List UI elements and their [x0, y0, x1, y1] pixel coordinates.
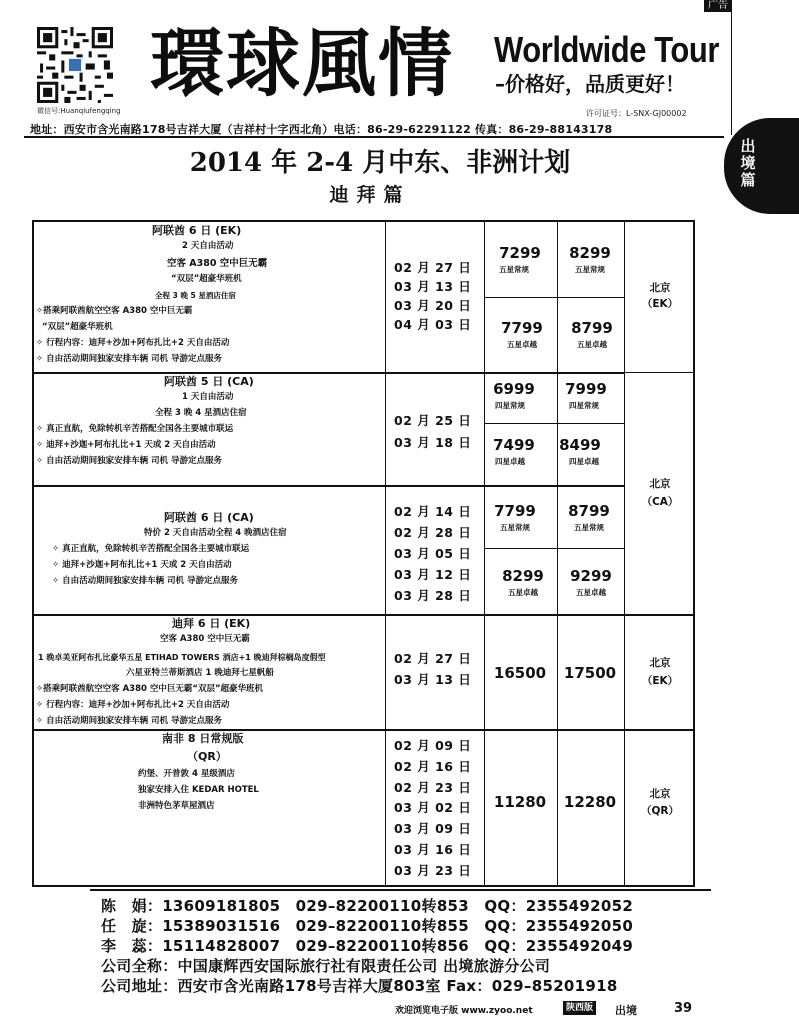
- ad-tag: 广告: [704, 0, 732, 12]
- brand-english: Worldwide Tour: [494, 29, 720, 70]
- price-tier: 五星卓越: [508, 588, 538, 597]
- tour-bullet: ✧ 真正直航，免除转机辛苦搭配全国各主要城市联运: [52, 544, 250, 554]
- page-title: 2014 年 2-4 月中东、非洲计划: [189, 148, 571, 178]
- departure-date: 02 月 09 日: [394, 738, 472, 753]
- footer-edition-badge: 陕西版: [563, 1001, 596, 1015]
- contact-person: 李 蕊：15114828007 029–82200110转856 QQ：2355492049: [101, 937, 634, 955]
- footer-section: 出境: [615, 1004, 637, 1017]
- footer-website: 欢迎浏览电子版 www.zyoo.net: [395, 1006, 533, 1016]
- departure-date: 02 月 14 日: [394, 504, 472, 519]
- price-tier: 五星卓越: [577, 340, 607, 349]
- contact-person: 陈 娟：13609181805 029–82200110转853 QQ：2355492052: [101, 897, 634, 915]
- price-value: 7499: [493, 436, 535, 454]
- price-value: 7299: [499, 244, 541, 262]
- price-value: 7999: [565, 380, 607, 398]
- price-value: 8799: [568, 502, 610, 520]
- tour-line: 空客 A380 空中巨无霸: [160, 634, 250, 644]
- price-tier: 五星常规: [500, 523, 530, 532]
- tour-airline: （QR）: [187, 750, 227, 763]
- tour-line: 2 天自由活动: [182, 241, 234, 251]
- price-tier: 四星卓越: [569, 457, 599, 466]
- row-divider: [32, 729, 695, 731]
- row-divider: [624, 372, 694, 373]
- price-tier: 五星卓越: [576, 588, 606, 597]
- tour-bullet: ✧ 迪拜+沙迦+阿布扎比+1 天或 2 天自由活动: [52, 560, 232, 570]
- price-tier: 五星卓越: [507, 340, 537, 349]
- departure-date: 02 月 27 日: [394, 651, 472, 666]
- itinerary-table: [32, 220, 695, 887]
- tour-line: “双层”超豪华班机: [171, 274, 242, 284]
- price-tier: 四星卓越: [495, 457, 525, 466]
- price-value: 7799: [494, 502, 536, 520]
- tour-bullet: ✧ 行程内容：迪拜+沙加+阿布扎比+2 天自由活动: [36, 700, 230, 710]
- departure-date: 02 月 27 日: [394, 260, 472, 275]
- header-right-border: [731, 0, 732, 135]
- tour-line: 1 晚卓美亚阿布扎比豪华五星 ETIHAD TOWERS 酒店+1 晚迪拜棕榈岛度假型: [38, 653, 326, 662]
- price-tier: 四星常规: [569, 401, 599, 410]
- col-divider: [484, 220, 485, 887]
- tour-title: 阿联酋 6 日 (EK): [152, 224, 242, 237]
- tour-bullet: ✧ 行程内容：迪拜+沙加+阿布扎比+2 天自由活动: [36, 338, 230, 348]
- price-value: 9299: [570, 567, 612, 585]
- company-name: 公司全称：中国康辉西安国际旅行社有限责任公司 出境旅游分公司: [101, 957, 551, 975]
- tour-title: 阿联酋 6 日 (CA): [164, 511, 254, 524]
- contact-person: 任 旋：15389031516 029–82200110转855 QQ：2355492050: [101, 917, 634, 935]
- page-subtitle: 迪拜篇: [329, 184, 411, 206]
- price-tier: 五星常规: [574, 523, 604, 532]
- table-border-left: [32, 220, 34, 887]
- tour-title: 南非 8 日常规版: [162, 732, 244, 745]
- col-divider: [385, 220, 386, 887]
- tour-bullet: ✧ 自由活动期间独家安排车辆 司机 导游定点服务: [36, 716, 223, 726]
- header-divider: [24, 136, 724, 138]
- page-number: 39: [674, 1001, 693, 1016]
- price-value: 12280: [563, 793, 617, 811]
- price-value: 7799: [501, 319, 543, 337]
- departure-date: 02 月 25 日: [394, 413, 472, 428]
- tour-bullet: ✧搭乘阿联酋航空空客 A380 空中巨无霸: [36, 306, 193, 316]
- price-tier: 五星常规: [499, 265, 529, 274]
- price-value: 17500: [563, 664, 617, 682]
- tour-title: 迪拜 6 日 (EK): [172, 617, 251, 630]
- row-divider: [32, 485, 624, 487]
- side-tab-label: 出境篇: [740, 137, 756, 189]
- tour-bullet: “双层”超豪华班机: [42, 322, 113, 332]
- airline-code: （EK）: [641, 298, 679, 310]
- departure-date: 03 月 05 日: [394, 546, 472, 561]
- price-divider: [484, 548, 624, 549]
- airline-code: （QR）: [640, 805, 679, 817]
- row-divider: [32, 614, 695, 616]
- departure-date: 03 月 23 日: [394, 863, 472, 878]
- license-number: 许可证号：L-SNX-GJ00002: [586, 109, 687, 118]
- departure-date: 02 月 23 日: [394, 780, 472, 795]
- price-value: 8499: [559, 436, 601, 454]
- company-address: 公司地址：西安市含光南路178号吉祥大厦803室 Fax：029–85201918: [101, 977, 618, 995]
- brand-title: 環球風情: [150, 21, 454, 107]
- tour-line: 全程 3 晚 5 星酒店住宿: [155, 291, 236, 300]
- tour-line: 六星亚特兰蒂斯酒店 1 晚迪拜七星帆船: [126, 668, 274, 678]
- row-divider: [32, 372, 624, 374]
- tour-bullet: ✧搭乘阿联酋航空空客 A380 空中巨无霸“双层”超豪华班机: [36, 684, 264, 694]
- departure-date: 03 月 09 日: [394, 821, 472, 836]
- slogan: –价格好，品质更好！: [495, 72, 685, 96]
- price-value: 6999: [493, 380, 535, 398]
- wechat-id: 微信号:Huanqiufengqing: [37, 107, 121, 115]
- price-value: 11280: [493, 793, 547, 811]
- tour-line: 约堡、开普敦 4 星级酒店: [138, 769, 235, 779]
- table-border-bottom: [32, 885, 695, 887]
- tour-line: 空客 A380 空中巨无霸: [167, 258, 268, 269]
- price-value: 16500: [493, 664, 547, 682]
- departure-date: 03 月 18 日: [394, 435, 472, 450]
- tour-bullet: ✧ 自由活动期间独家安排车辆 司机 导游定点服务: [36, 456, 223, 466]
- tour-line: 独家安排入住 KEDAR HOTEL: [138, 785, 259, 795]
- tour-line: 非洲特色茅草屋酒店: [138, 801, 215, 811]
- departure-date: 03 月 20 日: [394, 298, 472, 313]
- departure-date: 04 月 03 日: [394, 317, 472, 332]
- agency-address-line: 地址：西安市含光南路178号吉祥大厦（吉祥村十字西北角）电话：86-29-62291122 传真：86-29-88143178: [30, 123, 613, 136]
- price-divider: [484, 423, 624, 424]
- tour-title: 阿联酋 5 日 (CA): [164, 375, 254, 388]
- departure-date: 03 月 16 日: [394, 842, 472, 857]
- price-tier: 四星常规: [495, 401, 525, 410]
- departure-city: 北京: [649, 282, 671, 294]
- price-value: 8299: [502, 567, 544, 585]
- tour-line: 1 天自由活动: [182, 392, 234, 402]
- tour-bullet: ✧ 自由活动期间独家安排车辆 司机 导游定点服务: [36, 354, 223, 364]
- contact-divider: [90, 889, 711, 891]
- price-tier: 五星常规: [575, 265, 605, 274]
- price-value: 8299: [569, 244, 611, 262]
- departure-date: 03 月 13 日: [394, 672, 472, 687]
- table-border-top: [32, 220, 695, 222]
- departure-city: 北京: [649, 657, 671, 669]
- departure-date: 03 月 13 日: [394, 279, 472, 294]
- price-divider: [484, 297, 624, 298]
- tour-bullet: ✧ 自由活动期间独家安排车辆 司机 导游定点服务: [52, 576, 239, 586]
- departure-date: 03 月 02 日: [394, 800, 472, 815]
- airline-code: （EK）: [641, 675, 679, 687]
- departure-city: 北京: [649, 478, 671, 490]
- departure-date: 02 月 28 日: [394, 525, 472, 540]
- airline-code: （CA）: [641, 496, 679, 508]
- departure-date: 03 月 28 日: [394, 588, 472, 603]
- tour-bullet: ✧ 迪拜+沙迦+阿布扎比+1 天或 2 天自由活动: [36, 440, 216, 450]
- tour-bullet: ✧ 真正直航，免除转机辛苦搭配全国各主要城市联运: [36, 424, 234, 434]
- departure-city: 北京: [649, 788, 671, 800]
- tour-line: 全程 3 晚 4 星酒店住宿: [155, 408, 247, 418]
- departure-date: 03 月 12 日: [394, 567, 472, 582]
- tour-line: 特价 2 天自由活动全程 4 晚酒店住宿: [144, 528, 287, 538]
- departure-date: 02 月 16 日: [394, 759, 472, 774]
- table-border-right: [693, 220, 695, 887]
- price-value: 8799: [571, 319, 613, 337]
- qr-code-icon: [37, 27, 113, 103]
